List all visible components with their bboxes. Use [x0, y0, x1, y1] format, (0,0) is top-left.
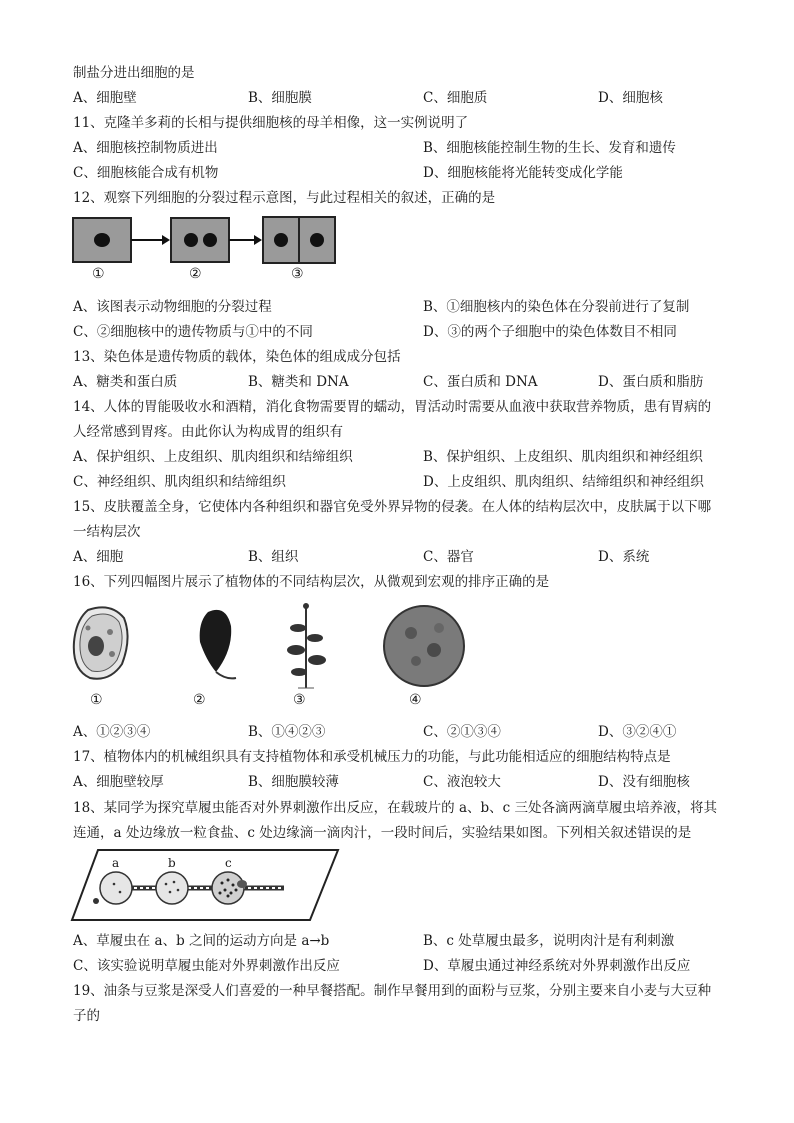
question-14-stem-line-1: 14、人体的胃能吸收水和酒精，消化食物需要胃的蠕动，胃活动时需要从血液中获取营养物质，患有胃病的	[73, 399, 712, 415]
meat-juice-drop-icon	[237, 880, 247, 888]
slide-label-a: a	[112, 856, 120, 870]
q17-option-c: C、液泡较大	[423, 774, 501, 790]
tissue-section-image	[384, 606, 464, 686]
q16-option-b: B、①④②③	[248, 724, 326, 740]
q16-option-d: D、③②④①	[598, 724, 677, 740]
question-16-stem: 16、下列四幅图片展示了植物体的不同结构层次，从微观到宏观的排序正确的是	[73, 574, 550, 590]
q16-option-c: C、②①③④	[423, 724, 501, 740]
q18-option-d: D、草履虫通过神经系统对外界刺激作出反应	[423, 958, 691, 974]
slide-label-b: b	[168, 856, 176, 870]
slide-experiment-diagram	[70, 846, 340, 924]
q12-option-a: A、该图表示动物细胞的分裂过程	[73, 299, 272, 315]
q11-option-b: B、细胞核能控制生物的生长、发育和遗传	[423, 140, 676, 156]
cell-division-label-2: ②	[189, 266, 202, 282]
q14-option-a: A、保护组织、上皮组织、肌肉组织和结缔组织	[73, 449, 353, 465]
q11-option-c: C、细胞核能合成有机物	[73, 165, 219, 181]
q10-option-d: D、细胞核	[598, 90, 663, 106]
q12-option-c: C、②细胞核中的遗传物质与①中的不同	[73, 324, 313, 340]
q12-option-d: D、③的两个子细胞中的染色体数目不相同	[423, 324, 677, 340]
q13-option-b: B、糖类和 DNA	[248, 374, 349, 390]
plant-level-label-1: ①	[90, 692, 103, 708]
question-19-stem-line-2: 子的	[73, 1008, 100, 1024]
slide-experiment-figure	[70, 846, 340, 924]
q15-option-c: C、器官	[423, 549, 474, 565]
cell-division-label-1: ①	[92, 266, 105, 282]
question-19-stem-line-1: 19、油条与豆浆是深受人们喜爱的一种早餐搭配。制作早餐用到的面粉与豆浆，分别主要来自小麦与大豆种	[73, 983, 712, 999]
q11-option-d: D、细胞核能将光能转变成化学能	[423, 165, 623, 181]
question-15-stem-line-2: 一结构层次	[73, 524, 141, 540]
question-15-stem-line-1: 15、皮肤覆盖全身，它使体内各种组织和器官免受外界异物的侵袭。在人体的结构层次中，皮肤属于以下哪	[73, 499, 712, 515]
plant-level-label-3: ③	[293, 692, 306, 708]
q10-option-c: C、细胞质	[423, 90, 488, 106]
q13-option-d: D、蛋白质和脂肪	[598, 374, 704, 390]
question-14-stem-line-2: 人经常感到胃疼。由此你认为构成胃的组织有	[73, 424, 343, 440]
q10-option-b: B、细胞膜	[248, 90, 312, 106]
q13-option-a: A、糖类和蛋白质	[73, 374, 178, 390]
q15-option-b: B、组织	[248, 549, 299, 565]
q18-option-c: C、该实验说明草履虫能对外界刺激作出反应	[73, 958, 340, 974]
q16-option-a: A、①②③④	[73, 724, 151, 740]
q10-option-a: A、细胞壁	[73, 90, 137, 106]
whole-plant-image	[287, 603, 326, 688]
q12-option-b: B、①细胞核内的染色体在分裂前进行了复制	[423, 299, 690, 315]
question-13-stem: 13、染色体是遗传物质的载体，染色体的组成成分包括	[73, 349, 401, 365]
plant-level-label-2: ②	[193, 692, 206, 708]
salt-grain-icon	[93, 898, 99, 904]
q13-option-c: C、蛋白质和 DNA	[423, 374, 538, 390]
plant-levels-figure	[66, 598, 466, 710]
question-18-stem-line-1: 18、某同学为探究草履虫能否对外界刺激作出反应，在载玻片的 a、b、c 三处各滴两滴草履虫培养液，将其	[73, 800, 718, 816]
q18-option-b: B、c 处草履虫最多，说明肉汁是有利刺激	[423, 933, 675, 949]
question-17-stem: 17、植物体内的机械组织具有支持植物体和承受机械压力的功能，与此功能相适应的细胞结构特点是	[73, 749, 671, 765]
q17-option-d: D、没有细胞核	[598, 774, 690, 790]
q15-option-a: A、细胞	[73, 549, 124, 565]
q18-option-a: A、草履虫在 a、b 之间的运动方向是 a→b	[73, 933, 330, 949]
slide-label-c: c	[225, 856, 232, 870]
leaf-image	[200, 610, 236, 679]
question-11-stem: 11、克隆羊多莉的长相与提供细胞核的母羊相像，这一实例说明了	[73, 115, 469, 131]
plant-level-label-4: ④	[409, 692, 422, 708]
plant-cell-image	[74, 607, 128, 678]
cell-division-label-3: ③	[291, 266, 304, 282]
q14-option-d: D、上皮组织、肌肉组织、结缔组织和神经组织	[423, 474, 704, 490]
q17-option-b: B、细胞膜较薄	[248, 774, 339, 790]
q15-option-d: D、系统	[598, 549, 650, 565]
question-18-stem-line-2: 连通，a 处边缘放一粒食盐、c 处边缘滴一滴肉汁，一段时间后，实验结果如图。下列相关叙述错误的是	[73, 825, 692, 841]
q17-option-a: A、细胞壁较厚	[73, 774, 164, 790]
question-12-stem: 12、观察下列细胞的分裂过程示意图，与此过程相关的叙述，正确的是	[73, 190, 496, 206]
q11-option-a: A、细胞核控制物质进出	[73, 140, 218, 156]
q14-option-b: B、保护组织、上皮组织、肌肉组织和神经组织	[423, 449, 703, 465]
cell-division-figure	[70, 212, 340, 290]
q14-option-c: C、神经组织、肌肉组织和结缔组织	[73, 474, 286, 490]
question-10-stem-tail: 制盐分进出细胞的是	[73, 65, 195, 81]
plant-levels-images	[66, 598, 466, 694]
